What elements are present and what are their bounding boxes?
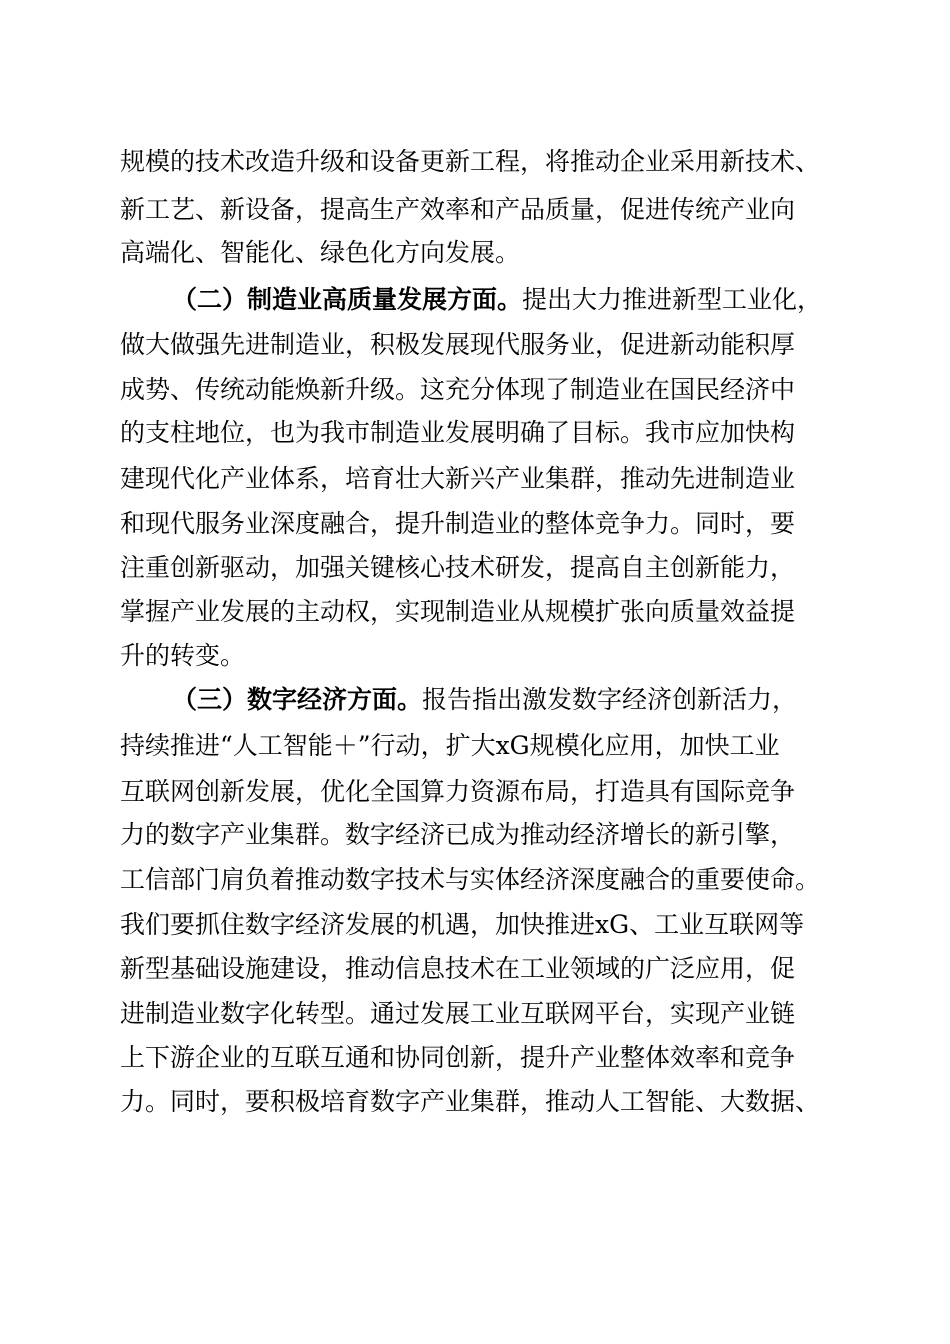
paragraph-3-line-9: 上下游企业的互联互通和协同创新，提升产业整体效率和竞争	[120, 1043, 796, 1072]
paragraph-3-line-7: 新型基础设施建设，推动信息技术在工业领域的广泛应用，促	[120, 954, 796, 983]
paragraph-2-line-5: 建现代化产业体系，培育壮大新兴产业集群，推动先进制造业	[120, 464, 796, 493]
paragraph-2-line-4: 的支柱地位，也为我市制造业发展明确了目标。我市应加快构	[120, 418, 796, 447]
paragraph-3-line-3: 互联网创新发展，优化全国算力资源布局，打造具有国际竞争	[120, 777, 796, 806]
paragraph-3-first-line-text: 报告指出激发数字经济创新活力，	[422, 685, 798, 714]
paragraph-1-line-2: 新工艺、新设备，提高生产效率和产品质量，促进传统产业向	[120, 195, 796, 224]
paragraph-2-first-line-text: 提出大力推进新型工业化，	[522, 285, 823, 314]
section-heading-manufacturing: （二）制造业高质量发展方面。	[172, 285, 523, 314]
paragraph-2-first-line	[172, 285, 822, 315]
paragraph-1-line-3: 高端化、智能化、绿色化方向发展。	[120, 238, 521, 267]
paragraph-2-line-6: 和现代服务业深度融合，提升制造业的整体竞争力。同时，要	[120, 509, 796, 538]
paragraph-3-line-6: 我们要抓住数字经济发展的机遇，加快推进xG、工业互联网等	[120, 910, 805, 939]
paragraph-3-line-8: 进制造业数字化转型。通过发展工业互联网平台，实现产业链	[120, 999, 796, 1028]
paragraph-3-line-10: 力。同时，要积极培育数字产业集群，推动人工智能、大数据、	[120, 1087, 821, 1116]
paragraph-2-line-8: 掌握产业发展的主动权，实现制造业从规模扩张向质量效益提	[120, 597, 796, 626]
paragraph-2-line-2: 做大做强先进制造业，积极发展现代服务业，促进新动能积厚	[120, 330, 796, 359]
paragraph-2-line-3: 成势、传统动能焕新升级。这充分体现了制造业在国民经济中	[120, 375, 796, 404]
paragraph-2-line-7: 注重创新驱动，加强关键核心技术研发，提高自主创新能力，	[120, 553, 796, 582]
paragraph-2-line-9: 升的转变。	[120, 641, 246, 670]
paragraph-3-line-2: 持续推进“人工智能＋”行动，扩大xG规模化应用，加快工业	[120, 731, 780, 760]
paragraph-3-line-5: 工信部门肩负着推动数字技术与实体经济深度融合的重要使命。	[120, 865, 821, 894]
paragraph-3-first-line	[172, 685, 797, 715]
paragraph-1-line-1: 规模的技术改造升级和设备更新工程，将推动企业采用新技术、	[120, 147, 821, 176]
section-heading-digital-economy: （三）数字经济方面。	[172, 685, 423, 714]
paragraph-3-line-4: 力的数字产业集群。数字经济已成为推动经济增长的新引擎，	[120, 820, 796, 849]
